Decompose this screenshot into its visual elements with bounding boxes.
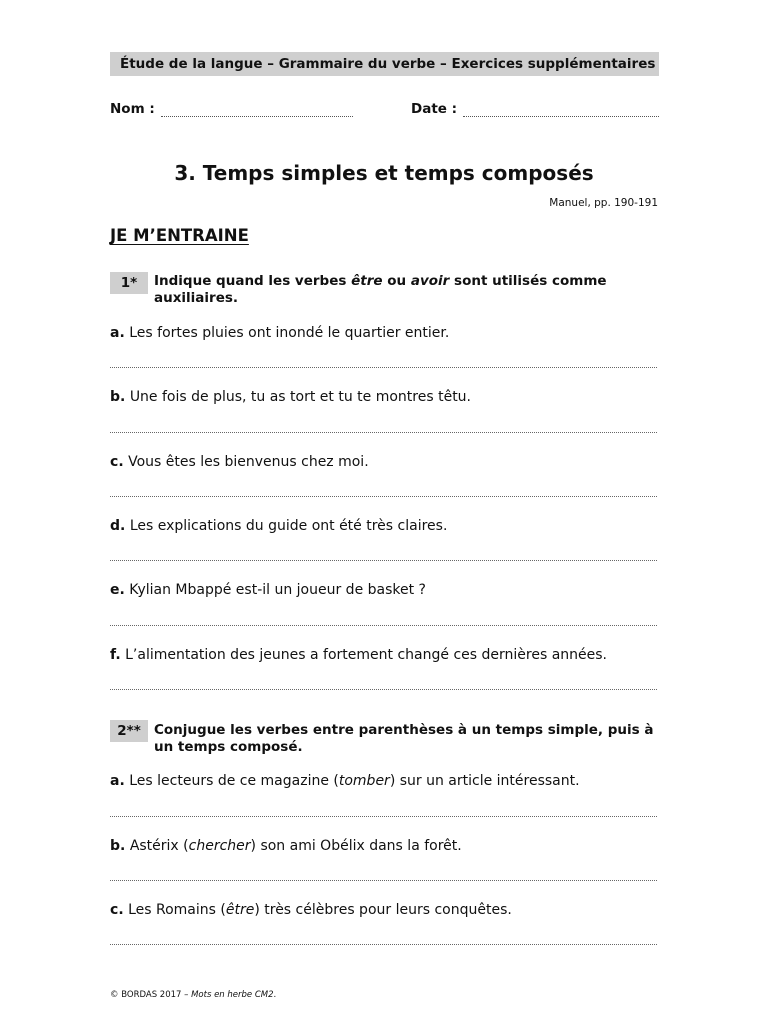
exercise-2-item-b: b. Astérix (chercher) son ami Obélix dans la forêt. (110, 838, 462, 854)
item-sentence: ) son ami Obélix dans la forêt. (250, 838, 462, 854)
item-letter: e (110, 582, 120, 598)
instruction-verb-avoir: avoir (410, 273, 450, 289)
item-letter: a (110, 325, 120, 341)
exercise-2-item-c: c. Les Romains (être) très célèbres pour leurs conquêtes. (110, 902, 512, 918)
item-sentence: ) très célèbres pour leurs conquêtes. (254, 902, 512, 918)
answer-line[interactable] (110, 880, 657, 881)
nom-dotted-line[interactable] (161, 106, 353, 117)
answer-line[interactable] (110, 432, 657, 433)
exercise-1-item-d: d. Les explications du guide ont été très claires. (110, 518, 448, 534)
date-dotted-line[interactable] (463, 106, 659, 117)
exercise-1-item-c: c. Vous êtes les bienvenus chez moi. (110, 454, 369, 470)
item-letter: b (110, 838, 121, 854)
answer-line[interactable] (110, 496, 657, 497)
exercise-1-item-f: f. L’alimentation des jeunes a fortement changé ces dernières années. (110, 647, 607, 663)
item-sentence: Les explications du guide ont été très claires. (129, 518, 448, 534)
nom-field[interactable] (110, 101, 353, 117)
instruction-text: Indique quand les verbes (154, 273, 352, 289)
footer (110, 990, 276, 1000)
item-sentence: Astérix ( (129, 838, 189, 854)
instruction-text: sont utilisés comme auxiliaires. (154, 273, 607, 306)
item-letter: c (110, 454, 119, 470)
header-band: Étude de la langue – Grammaire du verbe – Exercices supplémentaires (110, 52, 659, 76)
item-letter: f (110, 647, 116, 663)
footer-copyright: © BORDAS 2017 – (110, 990, 192, 1000)
exercise-2-item-a: a. Les lecteurs de ce magazine (tomber) sur un article intéressant. (110, 773, 580, 789)
item-sentence: Les Romains ( (128, 902, 226, 918)
nom-label: Nom : (110, 101, 155, 117)
footer-end: . (273, 990, 277, 1000)
item-sentence: Les fortes pluies ont inondé le quartier entier. (129, 325, 450, 341)
item-sentence: Les lecteurs de ce magazine ( (129, 773, 339, 789)
exercise-2-number: 2** (110, 720, 148, 742)
item-sentence: Une fois de plus, tu as tort et tu te montres têtu. (129, 389, 472, 405)
item-sentence: L’alimentation des jeunes a fortement changé ces dernières années. (125, 647, 607, 663)
item-letter: b (110, 389, 121, 405)
section-title: JE M’ENTRAINE (110, 226, 249, 245)
manuel-reference: Manuel, pp. 190-191 (549, 197, 658, 209)
exercise-1-item-b: b. Une fois de plus, tu as tort et tu te montres têtu. (110, 389, 472, 405)
exercise-1-item-e: e. Kylian Mbappé est-il un joueur de basket ? (110, 582, 426, 598)
item-sentence: ) sur un article intéressant. (389, 773, 580, 789)
item-verb: être (225, 902, 255, 918)
exercise-2-instruction: Conjugue les verbes entre parenthèses à un temps simple, puis à un temps composé. (154, 722, 654, 755)
item-letter: d (110, 518, 121, 534)
item-letter: a (110, 773, 120, 789)
exercise-1-number: 1* (110, 272, 148, 294)
date-label: Date : (411, 101, 458, 117)
item-letter: c (110, 902, 119, 918)
answer-line[interactable] (110, 944, 657, 945)
answer-line[interactable] (110, 816, 657, 817)
exercise-1-instruction (154, 273, 659, 307)
answer-line[interactable] (110, 625, 657, 626)
footer-book-title: Mots en herbe CM2 (191, 990, 274, 1000)
item-sentence: Vous êtes les bienvenus chez moi. (128, 454, 369, 470)
date-field[interactable] (411, 101, 659, 117)
instruction-verb-etre: être (351, 273, 383, 289)
item-verb: chercher (188, 838, 251, 854)
answer-line[interactable] (110, 560, 657, 561)
answer-line[interactable] (110, 689, 657, 690)
instruction-text: ou (382, 273, 411, 289)
exercise-1-item-a: a. Les fortes pluies ont inondé le quartier entier. (110, 325, 450, 341)
answer-line[interactable] (110, 367, 657, 368)
item-sentence: Kylian Mbappé est-il un joueur de basket ? (129, 582, 426, 598)
item-verb: tomber (338, 773, 390, 789)
page-title: 3. Temps simples et temps composés (174, 161, 594, 185)
